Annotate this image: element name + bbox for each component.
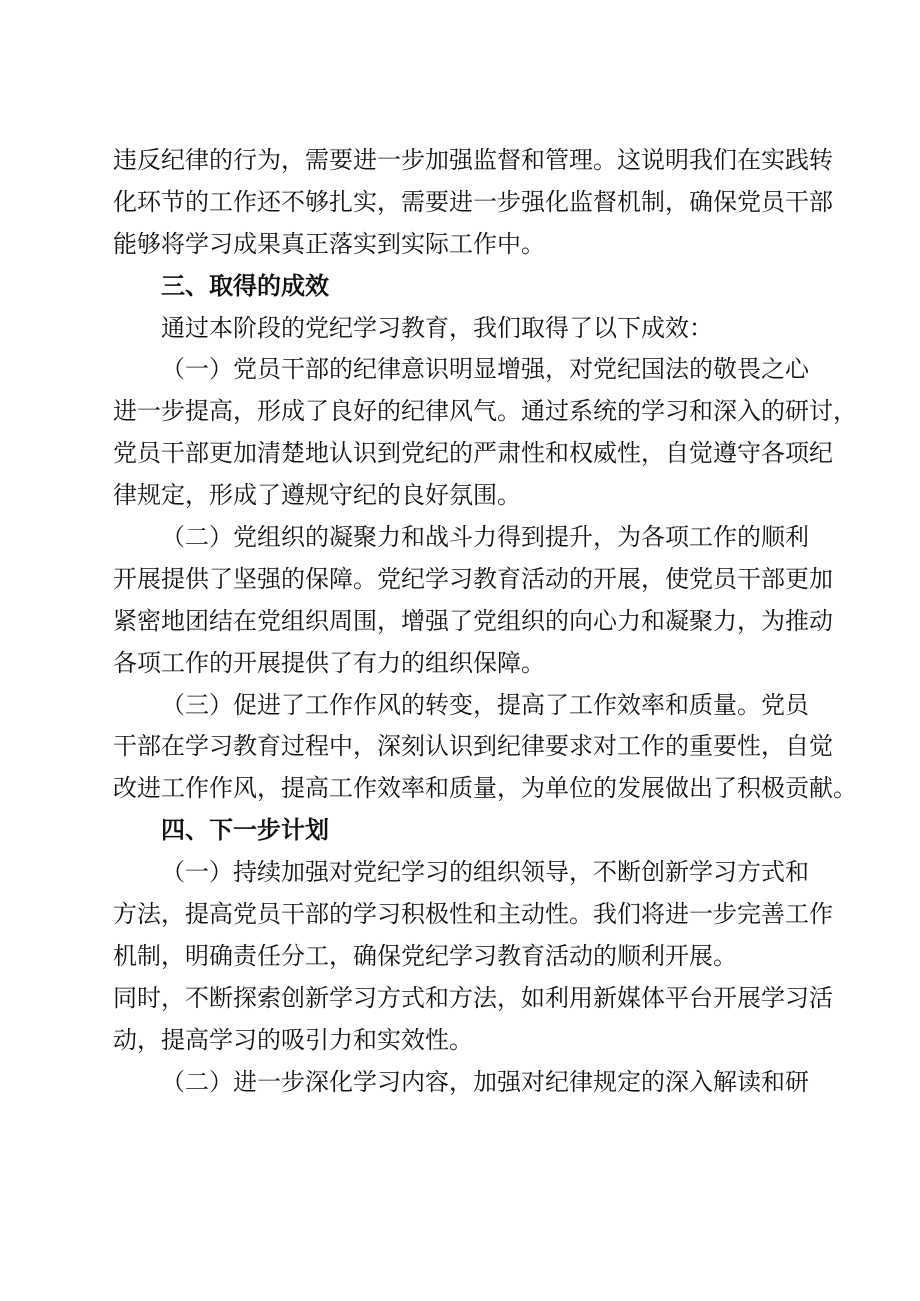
- body-text-line: 通过本阶段的党纪学习教育，我们取得了以下成效：: [161, 313, 713, 342]
- body-text-line: 进一步提高，形成了良好的纪律风气。通过系统的学习和深入的研讨，: [113, 397, 857, 426]
- body-text-line: 改进工作作风，提高工作效率和质量，为单位的发展做出了积极贡献。: [113, 774, 857, 803]
- body-text-line: 开展提供了坚强的保障。党纪学习教育活动的开展，使党员干部更加: [113, 564, 833, 593]
- body-text-line: 同时，不断探索创新学习方式和方法，如利用新媒体平台开展学习活: [113, 983, 833, 1012]
- body-text-line: （二）进一步深化学习内容，加强对纪律规定的深入解读和研: [161, 1067, 809, 1096]
- section-heading: 三、取得的成效: [161, 271, 329, 300]
- body-text-line: 化环节的工作还不够扎实，需要进一步强化监督机制，确保党员干部: [113, 187, 833, 216]
- document-body: [113, 140, 857, 1103]
- body-text-line: 律规定，形成了遵规守纪的良好氛围。: [113, 481, 521, 510]
- body-text-line: （二）党组织的凝聚力和战斗力得到提升，为各项工作的顺利: [161, 523, 809, 552]
- body-text-line: 能够将学习成果真正落实到实际工作中。: [113, 229, 545, 258]
- section-heading: 四、下一步计划: [161, 816, 329, 845]
- body-text-line: 干部在学习教育过程中，深刻认识到纪律要求对工作的重要性，自觉: [113, 732, 833, 761]
- body-text-line: 机制，明确责任分工，确保党纪学习教育活动的顺利开展。: [113, 941, 737, 970]
- body-text-line: （三）促进了工作作风的转变，提高了工作效率和质量。党员: [161, 690, 809, 719]
- body-text-line: 违反纪律的行为，需要进一步加强监督和管理。这说明我们在实践转: [113, 146, 833, 174]
- body-text-line: 动，提高学习的吸引力和实效性。: [113, 1025, 473, 1054]
- body-text-line: 党员干部更加清楚地认识到党纪的严肃性和权威性，自觉遵守各项纪: [113, 439, 833, 468]
- body-text-line: （一）持续加强对党纪学习的组织领导，不断创新学习方式和: [161, 858, 809, 887]
- body-text-line: 方法，提高党员干部的学习积极性和主动性。我们将进一步完善工作: [113, 900, 833, 929]
- body-text-line: （一）党员干部的纪律意识明显增强，对党纪国法的敬畏之心: [161, 355, 809, 384]
- body-text-line: 各项工作的开展提供了有力的组织保障。: [113, 648, 545, 677]
- body-text-line: 紧密地团结在党组织周围，增强了党组织的向心力和凝聚力，为推动: [113, 606, 833, 635]
